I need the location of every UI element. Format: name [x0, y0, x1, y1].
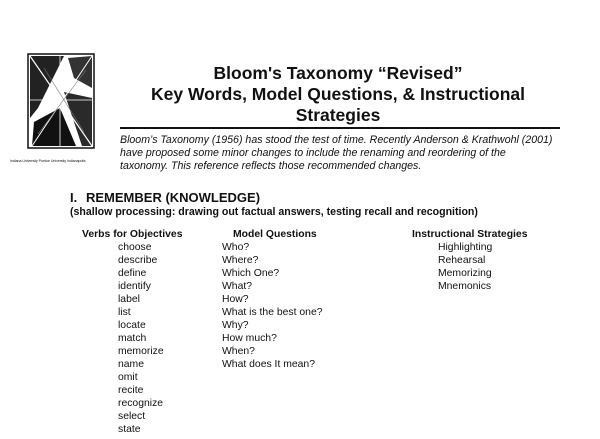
- verb-item: list: [118, 307, 131, 318]
- verb-item: recite: [118, 385, 144, 396]
- question-item: Why?: [222, 320, 249, 331]
- question-item: What?: [222, 281, 253, 292]
- verb-item: identify: [118, 281, 151, 292]
- verb-item: state: [118, 424, 141, 435]
- intro-line-3: taxonomy. This reference reflects those recommended changes.: [120, 160, 422, 172]
- question-item: How much?: [222, 333, 277, 344]
- verb-item: recognize: [118, 398, 164, 409]
- verb-item: select: [118, 411, 146, 422]
- intro-line-1: Bloom’s Taxonomy (1956) has stood the test of time. Recently Anderson & Krathwohl (2001): [120, 134, 553, 146]
- question-item: When?: [222, 346, 255, 357]
- verbs-list: [118, 241, 164, 436]
- university-building-logo-graphic: [24, 48, 98, 152]
- verb-item: locate: [118, 320, 146, 331]
- question-item: What is the best one?: [222, 307, 323, 318]
- strategy-item: Mnemonics: [438, 281, 492, 292]
- question-item: Where?: [222, 255, 259, 266]
- verb-item: describe: [118, 255, 158, 266]
- intro-paragraph: [120, 134, 590, 173]
- title-line-3: Strategies: [295, 105, 381, 125]
- section-heading: [70, 190, 260, 205]
- strategies-column-header: Instructional Strategies: [412, 229, 528, 240]
- verb-item: omit: [118, 372, 138, 383]
- title-line-2: Key Words, Model Questions, & Instructional: [150, 84, 526, 104]
- question-item: What does It mean?: [222, 359, 315, 370]
- verb-item: match: [118, 333, 147, 344]
- title-divider: [120, 127, 560, 129]
- verb-item: define: [118, 268, 147, 279]
- strategy-item: Rehearsal: [438, 255, 486, 266]
- questions-list: [222, 241, 323, 371]
- verb-item: label: [118, 294, 140, 305]
- questions-column-header: Model Questions: [233, 229, 317, 240]
- intro-line-2: have proposed some minor changes to include the renaming and reordering of the: [120, 147, 506, 159]
- page-title: [108, 63, 568, 126]
- title-line-1: Bloom's Taxonomy “Revised”: [213, 63, 463, 83]
- verb-item: memorize: [118, 346, 164, 357]
- verb-item: choose: [118, 242, 152, 253]
- strategies-list: [438, 241, 492, 293]
- logo-caption: Indiana University Purdue University Indianapolis: [10, 159, 86, 163]
- section-number: I.: [70, 190, 78, 205]
- verb-item: name: [118, 359, 144, 370]
- question-item: Which One?: [222, 268, 280, 279]
- verbs-column-header: Verbs for Objectives: [82, 229, 183, 240]
- section-subheading: (shallow processing: drawing out factual answers, testing recall and recognition): [70, 206, 478, 218]
- strategy-item: Memorizing: [438, 268, 492, 279]
- question-item: How?: [222, 294, 249, 305]
- section-title: REMEMBER (KNOWLEDGE): [86, 190, 261, 205]
- strategy-item: Highlighting: [438, 242, 493, 253]
- university-building-logo: [24, 48, 98, 152]
- question-item: Who?: [222, 242, 250, 253]
